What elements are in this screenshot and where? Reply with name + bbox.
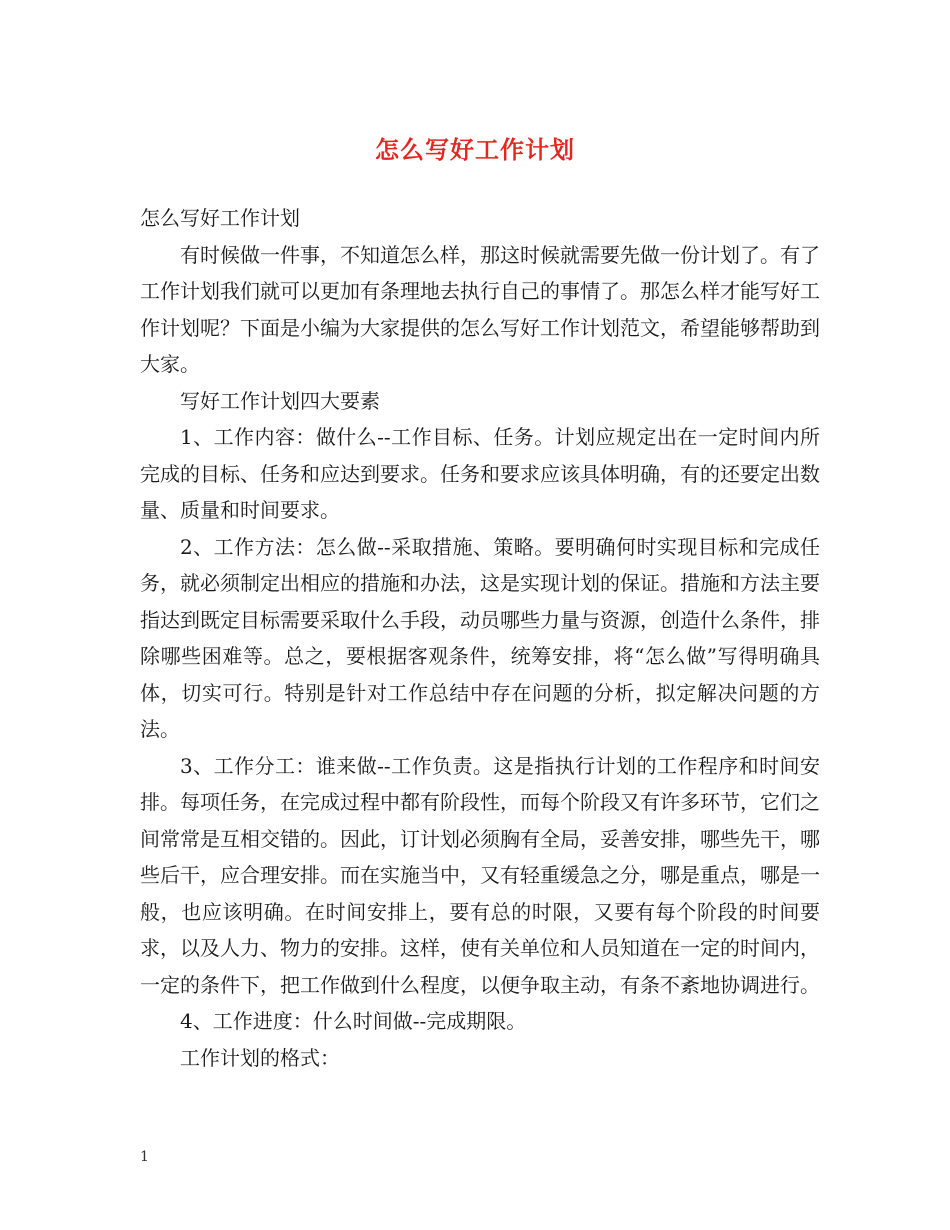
- intro-paragraph: 有时候做一件事，不知道怎么样，那这时候就需要先做一份计划了。有了工作计划我们就可以更加有条理地去执行自己的事情了。那怎么样才能写好工作计划呢？下面是小编为大家提供的怎么写好工作计划范文，希望能够帮助到大家。: [140, 242, 820, 376]
- document-title: 怎么写好工作计划: [375, 135, 575, 164]
- paragraph-work-schedule: 4、工作进度：什么时间做--完成期限。: [180, 1009, 527, 1033]
- subheading-four-elements: 写好工作计划四大要素: [180, 388, 380, 413]
- document-body: [140, 200, 820, 1076]
- page-number: 1: [140, 1149, 149, 1165]
- section-heading: 怎么写好工作计划: [140, 206, 300, 230]
- paragraph-work-division: 3、工作分工：谁来做--工作负责。这是指执行计划的工作程序和时间安排。每项任务，在完成过程中都有阶段性，而每个阶段又有许多环节，它们之间常常是互相交错的。因此，订计划必须胸有全局，妥善安排，哪些先干，哪些后干，应合理安排。而在实施当中，又有轻重缓急之分，哪是重点，哪是一般，也应该明确。在时间安排上，要有总的时限，又要有每个阶段的时间要求，以及人力、物力的安排。这样，使有关单位和人员知道在一定的时间内，一定的条件下，把工作做到什么程度，以便争取主动，有条不紊地协调进行。: [140, 753, 820, 997]
- paragraph-work-content: 1、工作内容：做什么--工作目标、任务。计划应规定出在一定时间内所完成的目标、任务和应达到要求。任务和要求应该具体明确，有的还要定出数量、质量和时间要求。: [140, 425, 820, 522]
- paragraph-work-method: 2、工作方法：怎么做--采取措施、策略。要明确何时实现目标和完成任务，就必须制定出相应的措施和办法，这是实现计划的保证。措施和方法主要指达到既定目标需要采取什么手段，动员哪些力量与资源，创造什么条件，排除哪些困难等。总之，要根据客观条件，统筹安排，将“怎么做”写得明确具体，切实可行。特别是针对工作总结中存在问题的分析，拟定解决问题的方法。: [140, 534, 820, 741]
- paragraph-plan-format: 工作计划的格式：: [180, 1045, 340, 1070]
